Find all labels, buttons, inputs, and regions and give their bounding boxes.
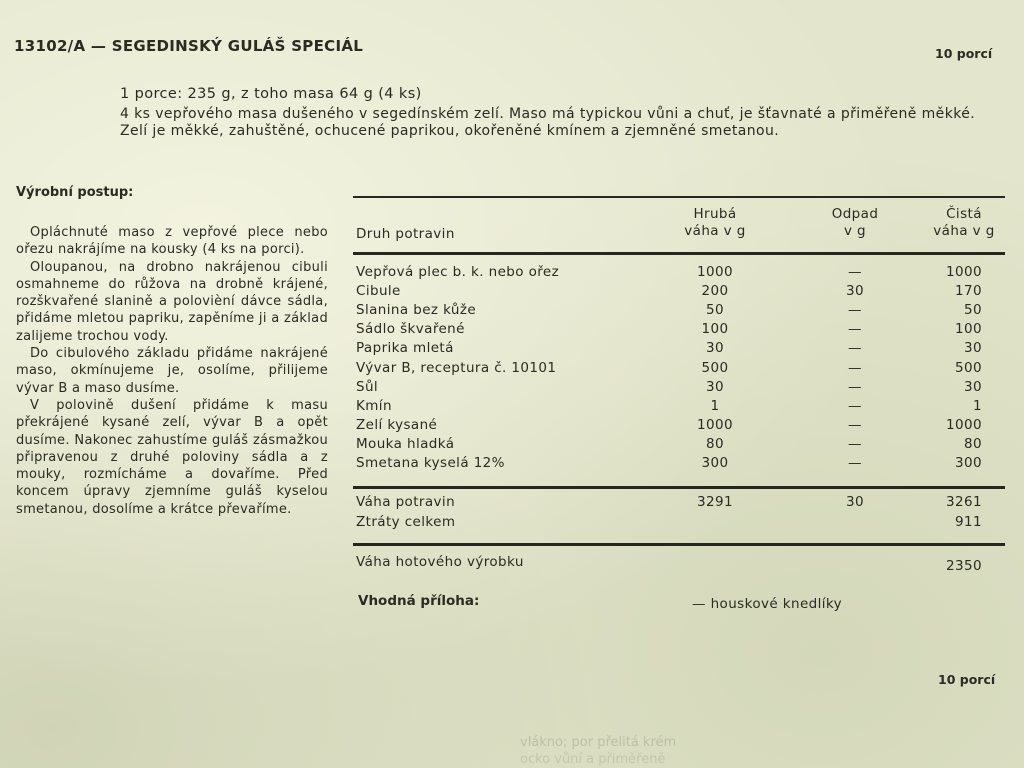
recipe-intro: [120, 86, 1005, 141]
gross-weight: 50: [706, 302, 724, 319]
waste-weight: —: [848, 416, 862, 433]
table-row: [0, 264, 1024, 283]
waste-weight: —: [848, 359, 862, 376]
gross-weight: 1: [710, 397, 720, 414]
gross-weight: 30: [706, 378, 724, 395]
procedure-paragraph: Do cibulového základu přidáme nakrájené maso, okmínujeme je, osolíme, přilijeme vývar B a maso dusíme.: [16, 346, 328, 396]
gross-weight: 1000: [697, 416, 733, 433]
gross-weight: 100: [701, 321, 729, 338]
net-weight: 300: [955, 455, 982, 471]
waste-weight: —: [848, 435, 862, 452]
net-weight: 30: [964, 378, 982, 395]
portions-count: 10 porcí: [935, 46, 993, 61]
header-net-line1: Čistá: [946, 206, 982, 222]
net-weight: 50: [964, 302, 982, 319]
waste-weight: —: [848, 321, 862, 338]
net-weight: 80: [964, 435, 982, 452]
final-weight-net: 2350: [946, 558, 982, 574]
ingredient-name: Sádlo škvařené: [356, 321, 465, 338]
waste-weight: —: [848, 302, 862, 319]
ingredient-name: Kmín: [356, 397, 392, 414]
table-top-rule: [353, 196, 1005, 198]
ingredient-name: Vepřová plec b. k. nebo ořez: [356, 264, 560, 280]
procedure-paragraph: Oloupanou, na drobno nakrájenou cibuli osmahneme do růžova na drobně krájené, rozškvařené slanině a polovièní dávce sádla, přidáme mletou papriku, zapěníme ji a základ zalijeme trochou vody.: [16, 259, 328, 344]
table-row: [0, 379, 1024, 398]
final-weight-row: [0, 554, 1024, 573]
table-row: [0, 321, 1024, 340]
side-dish-value: — houskové knedlíky: [692, 596, 843, 612]
ingredient-name: Paprika mletá: [356, 340, 454, 357]
table-row: [0, 398, 1024, 417]
net-weight: 500: [955, 359, 982, 376]
net-weight: 30: [964, 340, 982, 357]
header-waste-line2: v g: [843, 223, 867, 239]
gross-weight: 80: [706, 435, 724, 452]
food-weight-gross: 3291: [697, 494, 733, 510]
ingredient-name: Zelí kysané: [356, 416, 438, 433]
portion-info: 1 porce: 235 g, z toho masa 64 g (4 ks): [120, 86, 422, 102]
waste-weight: —: [848, 378, 862, 395]
net-weight: 1000: [946, 416, 982, 433]
table-row: [0, 340, 1024, 359]
gross-weight: 200: [701, 283, 729, 300]
net-weight: 1000: [946, 264, 982, 280]
header-bottom-rule: [353, 252, 1005, 255]
table-row: [0, 455, 1024, 474]
table-row: [0, 283, 1024, 302]
table-row: [0, 360, 1024, 379]
ingredient-name: Smetana kyselá 12%: [356, 455, 505, 471]
recipe-title: 13102/A — SEGEDINSKÝ GULÁŠ SPECIÁL: [14, 37, 364, 55]
table-row: [0, 436, 1024, 455]
header-waste-line1: Odpad: [831, 206, 879, 222]
table-row: [0, 417, 1024, 436]
bleed-through-text: ocko vůní a přiměřeně: [520, 752, 666, 767]
gross-weight: 1000: [697, 264, 733, 280]
waste-weight: —: [848, 264, 862, 280]
final-weight-label: Váha hotového výrobku: [356, 554, 524, 570]
final-top-rule: [353, 543, 1005, 546]
losses-label: Ztráty celkem: [356, 514, 456, 530]
header-gross-line2: váha v g: [684, 223, 746, 239]
waste-weight: —: [848, 455, 862, 471]
net-weight: 100: [955, 321, 982, 338]
food-weight-waste: 30: [846, 494, 864, 510]
food-weight-row: [0, 494, 1024, 513]
bleed-through-text: vlákno; por přelitá krém: [520, 735, 677, 750]
procedure-heading: Výrobní postup:: [16, 185, 134, 200]
procedure-paragraph: V polovině dušení přidáme k masu překrájené kysané zelí, vývar B a opět dusíme. Nakonec zahustíme guláš zásmažkou připravenou z druhé poloviny sádla a z mouky, rozmícháme a dovaříme. Před koncem úpravy zjemníme guláš kyselou smetanou, dosolíme a krátce převaříme.: [16, 397, 328, 517]
gross-weight: 30: [706, 340, 724, 357]
losses-net: 911: [955, 514, 982, 530]
table-row: [0, 302, 1024, 321]
side-dish-label: Vhodná příloha:: [358, 593, 480, 609]
header-gross: [640, 206, 790, 240]
header-waste: [790, 206, 920, 240]
ingredient-name: Mouka hladká: [356, 435, 455, 452]
header-name: Druh potravin: [356, 226, 455, 242]
recipe-description: 4 ks vepřového masa dušeného v segedínském zelí. Maso má typickou vůni a chuť, je šťavnaté a přiměřeně měkké. Zelí je měkké, zahuštěné, ochucené paprikou, okořeněné kmínem a zjemněné smetanou.: [120, 105, 976, 139]
header-net: [918, 206, 1010, 240]
procedure-paragraph: Opláchnuté maso z vepřové plece nebo ořezu nakrájíme na kousky (4 ks na porci).: [16, 225, 328, 258]
header-gross-line1: Hrubá: [693, 206, 737, 222]
food-weight-net: 3261: [946, 494, 982, 510]
ingredient-name: Vývar B, receptura č. 10101: [356, 359, 557, 376]
totals-top-rule: [353, 486, 1005, 489]
net-weight: 1: [973, 397, 982, 414]
net-weight: 170: [955, 283, 982, 300]
header-net-line2: váha v g: [933, 223, 995, 239]
ingredient-name: Sůl: [356, 378, 379, 395]
ingredient-name: Slanina bez kůže: [356, 302, 477, 319]
portions-count-next: 10 porcí: [938, 672, 996, 687]
gross-weight: 500: [701, 359, 729, 376]
waste-weight: —: [848, 340, 862, 357]
waste-weight: —: [848, 397, 862, 414]
ingredient-name: Cibule: [356, 283, 401, 300]
losses-row: [0, 514, 1024, 533]
gross-weight: 300: [701, 455, 729, 471]
food-weight-label: Váha potravin: [356, 494, 456, 510]
waste-weight: 30: [846, 283, 864, 300]
